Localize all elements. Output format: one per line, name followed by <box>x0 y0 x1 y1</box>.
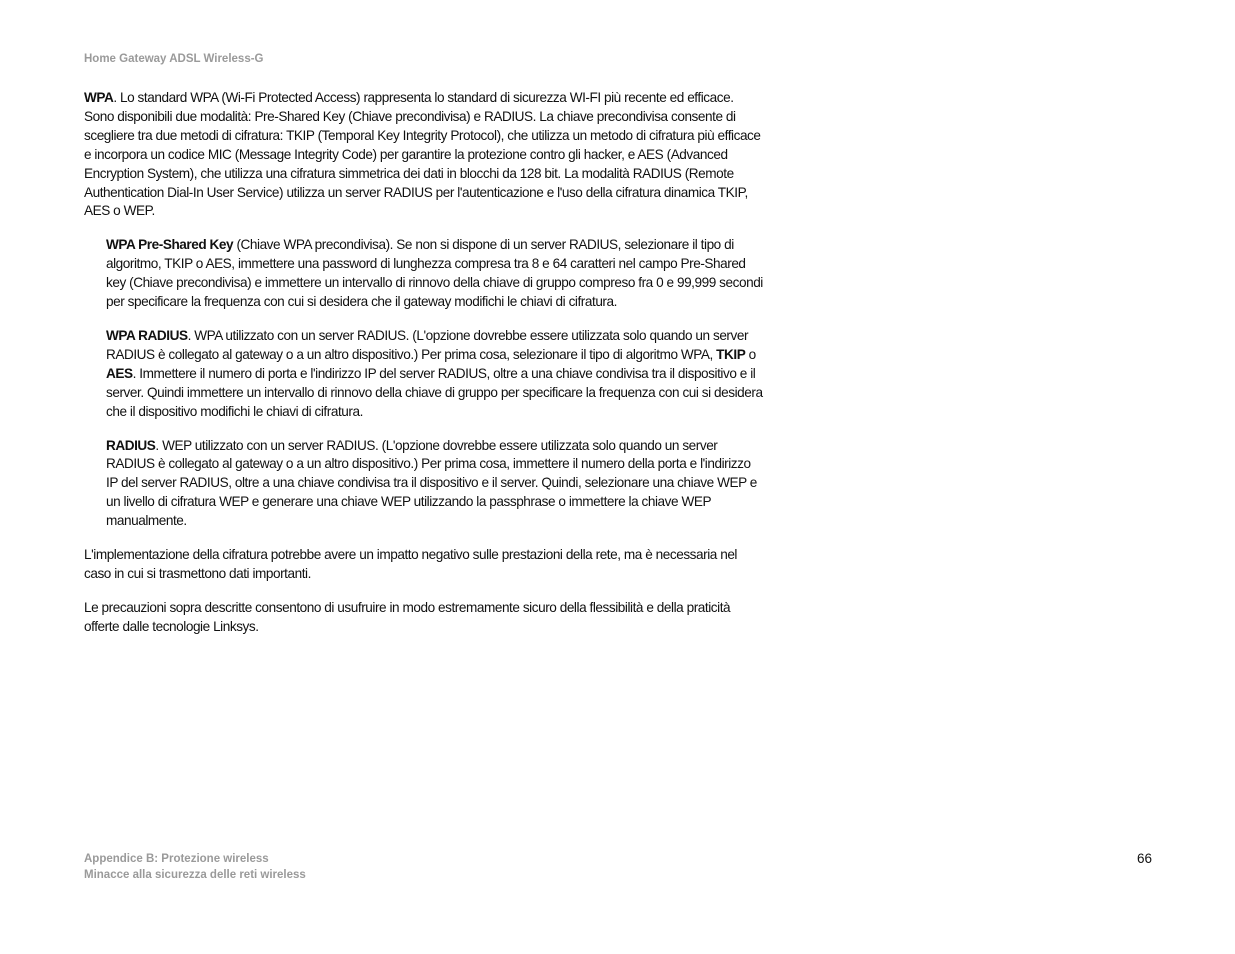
term-wpa: WPA <box>84 90 114 105</box>
running-header: Home Gateway ADSL Wireless-G <box>84 53 264 65</box>
paragraph-wpa-radius-text-a: . WPA utilizzato con un server RADIUS. (L'opzione dovrebbe essere utilizzata solo quando un server RADIUS è collegato al gateway o a un altro dispositivo.) Per prima cosa, selezionare il tipo di algoritmo WPA, <box>106 327 749 362</box>
term-radius: RADIUS <box>106 437 156 453</box>
term-wpa-pre-shared-key: WPA Pre-Shared Key <box>106 237 234 253</box>
page-number: 66 <box>1136 851 1152 866</box>
paragraph-wpa-pre-shared-key <box>106 236 764 312</box>
footer-subsection-title: Minacce alla sicurezza delle reti wireless <box>84 869 306 881</box>
term-aes: AES <box>106 365 133 381</box>
paragraph-precautions: Le precauzioni sopra descritte consentono di usufruire in modo estremamente sicuro della flessibilità e della praticità offerte dalle tecnologie Linksys. <box>84 599 731 634</box>
paragraph-wpa <box>84 89 764 221</box>
paragraph-impact: L'implementazione della cifratura potrebbe avere un impatto negativo sulle prestazioni della rete, ma è necessaria nel caso in cui si trasmettono dati importanti. <box>84 547 737 581</box>
term-wpa-radius: WPA RADIUS <box>106 327 188 343</box>
running-footer <box>84 851 306 883</box>
paragraph-wpa-radius <box>106 327 764 422</box>
paragraph-radius <box>106 437 764 532</box>
paragraph-radius-text: . WEP utilizzato con un server RADIUS. (L'opzione dovrebbe essere utilizzata solo quando un server RADIUS è collegato al gateway o a un altro dispositivo.) Per prima cosa, immettere il numero della porta e l'indirizzo IP del server RADIUS, oltre a una chiave condivisa tra il dispositivo e il server. Quindi, selezionare una chiave WEP e un livello di cifratura WEP e generare una chiave WEP utilizzando la passphrase o immettere la chiave WEP manualmente. <box>106 437 757 529</box>
main-content <box>84 89 764 652</box>
paragraph-wpa-radius-text-b: o <box>745 346 756 362</box>
paragraph-wpa-radius-text-c: . Immettere il numero di porta e l'indirizzo IP del server RADIUS, oltre a una chiave condivisa tra il dispositivo e il server. Quindi immettere un intervallo di rinnovo della chiave di gruppo per specificare la frequenza con cui si desidera che il dispositivo modifichi le chiavi di cifratura. <box>106 365 763 419</box>
paragraph-wpa-text: . Lo standard WPA (Wi-Fi Protected Access) rappresenta lo standard di sicurezza WI-FI più recente ed efficace. Sono disponibili due modalità: Pre-Shared Key (Chiave precondivisa) e RADIUS. La chiave precondivisa consente di scegliere tra due metodi di cifratura: TKIP (Temporal Key Integrity Protocol), che utilizza un metodo di cifratura più efficace e incorpora un codice MIC (Message Integrity Code) per garantire la protezione contro gli hacker, e AES (Advanced Encryption System), che utilizza una cifratura simmetrica dei dati in blocchi da 128 bit. La modalità RADIUS (Remote Authentication Dial-In User Service) utilizza un server RADIUS per l'autenticazione e l'uso della cifratura dinamica TKIP, AES o WEP. <box>84 90 761 219</box>
term-tkip: TKIP <box>716 346 746 362</box>
paragraph-wpa-pre-shared-key-text: (Chiave WPA precondivisa). Se non si dispone di un server RADIUS, selezionare il tipo di algoritmo, TKIP o AES, immettere una password di lunghezza compresa tra 8 e 64 caratteri nel campo Pre-Shared key (Chiave precondivisa) e immettere un intervallo di rinnovo della chiave di gruppo compreso fra 0 e 99,999 secondi per specificare la frequenza con cui si desidera che il gateway modifichi le chiavi di cifratura. <box>106 237 763 310</box>
footer-section-title: Appendice B: Protezione wireless <box>84 853 269 865</box>
